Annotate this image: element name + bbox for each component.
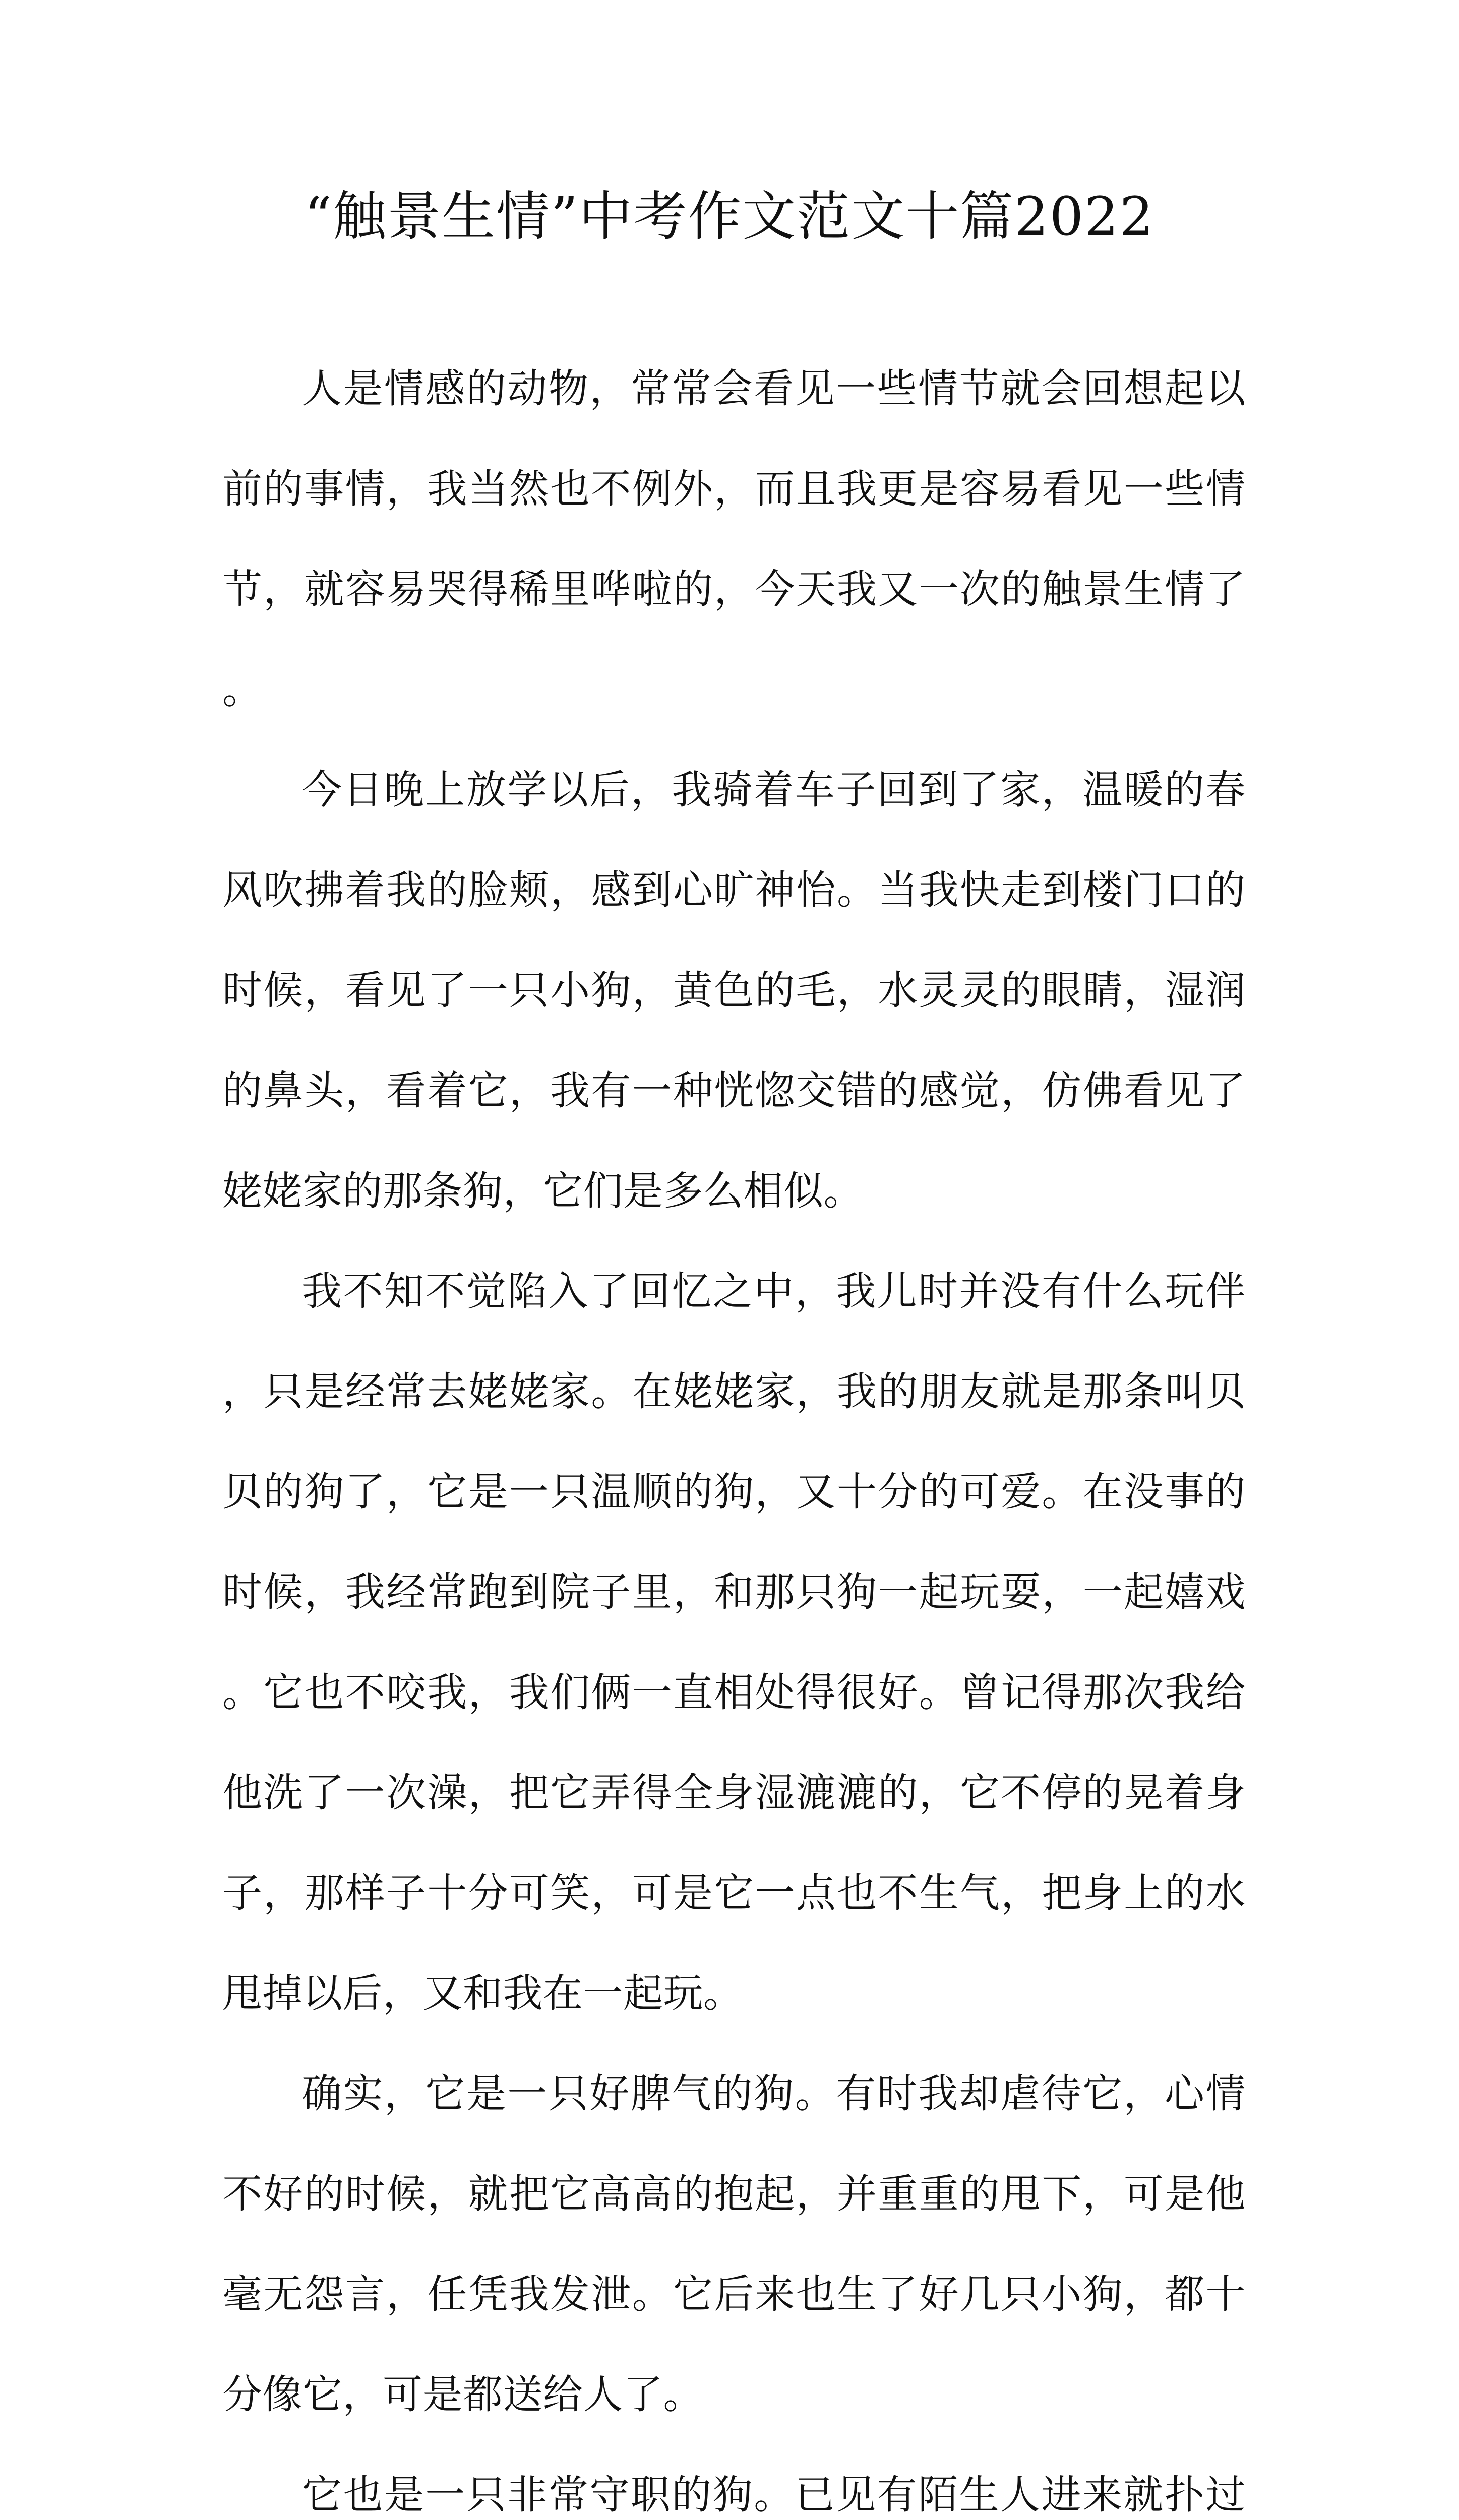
- paragraph-2: 今日晚上放学以后，我骑着车子回到了家，温暖的春风吹拂着我的脸颊，感到心旷神怡。当我快走到楼门口的时候，看见了一只小狗，黄色的毛，水灵灵的眼睛，湿润的鼻头，看着它，我有一种恍惚交错的感觉，仿佛看见了姥姥家的那条狗，它们是多么相似。: [222, 767, 1246, 1214]
- paragraph-1: 人是情感的动物，常常会看见一些情节就会回想起以前的事情，我当然也不例外，而且我更是容易看见一些情节，就容易哭得稀里哗啦的，今天我又一次的触景生情了。: [222, 365, 1246, 713]
- document-body: [222, 339, 1246, 2520]
- paragraph-5: 它也是一只非常守职的狗。已见有陌生人进来就扑过: [302, 2472, 1246, 2518]
- paragraph-3: 我不知不觉陷入了回忆之中，我儿时并没有什么玩伴，只是经常去姥姥家。在姥姥家，我的朋友就是那条叫贝贝的狗了，它是一只温顺的狗，又十分的可爱。在没事的时候，我经常跑到院子里，和那只狗一起玩耍，一起嬉戏。它也不咬我，我们俩一直相处得很好。曾记得那次我给他洗了一次澡，把它弄得全身湿漉漉的，它不停的晃着身子，那样子十分可笑，可是它一点也不生气，把身上的水甩掉以后，又和我在一起玩。: [222, 1268, 1246, 2017]
- paragraph-4: 确实，它是一只好脾气的狗。有时我却虐待它，心情不好的时候，就把它高高的抱起，并重重的甩下，可是他毫无怨言，任凭我发泄。它后来也生了好几只小狗，都十分像它，可是都送给人了。: [222, 2070, 1246, 2418]
- document-title: “触景生情”中考作文范文十篇2022: [304, 185, 1155, 247]
